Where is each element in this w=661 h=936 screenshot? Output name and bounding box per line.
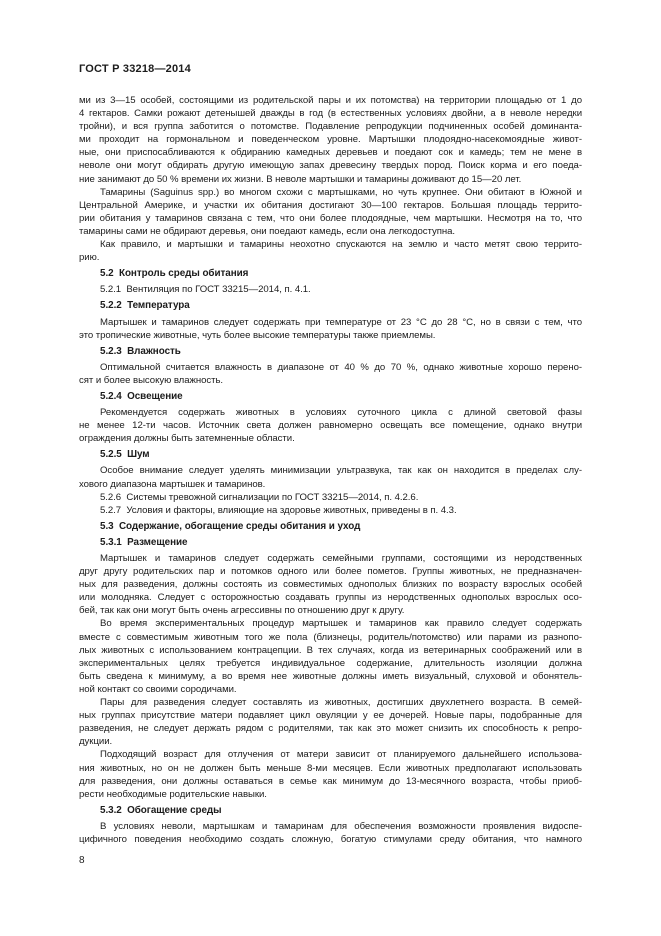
text-line: экспериментальных целях требуется индивидуальное содержание, длительность изоляции должна xyxy=(79,657,582,669)
text-line: Подходящий возраст для отлучения от матери зависит от планируемого дальнейшего использова- xyxy=(100,749,582,761)
text-line: Во время экспериментальных процедур мартышек и тамаринов как правило следует содержать xyxy=(100,618,582,630)
paragraph xyxy=(79,820,582,846)
section-heading: 5.2.4 Освещение xyxy=(100,390,183,402)
paragraph xyxy=(79,316,582,342)
text-line: тройни), и вся группа заботится о потомстве. Подавление репродукции подчиненных особей доминанта- xyxy=(79,121,582,133)
text-line: Пары для разведения следует составлять из животных, достигших двухлетнего возраста. В семей- xyxy=(100,697,582,709)
text-line: друг другу родительских пар и потомков одного или более пометов. Группы животных, не предназначен- xyxy=(79,566,582,578)
paragraph xyxy=(79,617,582,696)
text-line: ных для разведения, должны состоять из совместимых однополых близких по возрасту взрослых особей xyxy=(79,579,582,591)
text-line: хового диапазона мартышек и тамаринов. xyxy=(79,478,266,490)
text-line: Оптимальной считается влажность в диапазоне от 40 % до 70 %, однако животные хорошо перено- xyxy=(100,361,582,373)
text-line: неволе они могут обдирать другую имеющую запах древесину твердых пород. Поиск корма и его поеда- xyxy=(79,160,582,172)
text-line: рию. xyxy=(79,252,100,264)
text-line: ограждения должны быть затемненные области. xyxy=(79,433,295,445)
text-line: для разведения, они должны оставаться в семье как минимум до 13-месячного возраста, чтобы приоб- xyxy=(79,775,582,787)
paragraph xyxy=(79,238,582,264)
document-body xyxy=(79,94,582,846)
text-line: 4 гектаров. Самки рожают детенышей дважды в год (в естественных условиях двойни, а в неволе нередки xyxy=(79,108,582,120)
text-line: цифичного поведения необходимо создать сложную, богатую стимулами среду обитания, что намного xyxy=(79,833,582,845)
text-line: ной контакт со своими сородичами. xyxy=(79,683,237,695)
text-line: ные, они приспосабливаются к обдиранию камедных деревьев и поедают сок и камедь; тем не мене в xyxy=(79,147,582,159)
paragraph xyxy=(79,464,582,490)
text-line: Мартышек и тамаринов следует содержать при температуре от 23 °С до 28 °С, но в связи с тем, что xyxy=(100,316,582,328)
text-line: рести необходимые родительские навыки. xyxy=(79,788,267,800)
section-heading: 5.2.3 Влажность xyxy=(100,345,181,357)
page-content xyxy=(79,63,582,866)
text-line: ния животных, но он не должен быть меньше 8-ми месяцев. Если животных предполагают использовать xyxy=(79,762,582,774)
section-heading: 5.3.2 Обогащение среды xyxy=(100,804,222,816)
text-line: разведения, не следует держать рядом с родителями, так как это может снизить их способность к репро- xyxy=(79,723,582,735)
text-line: это тропические животные, чуть более высокие температуры также приемлемы. xyxy=(79,329,436,341)
text-line: ми из 3—15 особей, состоящими из родительской пары и их потомства) на территории площадью от 1 до xyxy=(79,95,582,106)
paragraph xyxy=(79,186,582,238)
text-line: быть сведена к минимуму, а во время нее животные должны иметь визуальный, слуховой и обонятель- xyxy=(79,670,582,682)
text-line: Рекомендуется содержать животных в условиях суточного цикла с длиной световой фазы xyxy=(100,407,582,419)
text-line: Центральной Америке, и участки их обитания достигают 30—100 гектаров. Большая площадь террито- xyxy=(79,199,582,211)
paragraph xyxy=(79,361,582,387)
text-line: В условиях неволи, мартышкам и тамаринам для обеспечения возможности проявления видоспе- xyxy=(100,820,582,832)
text-line: бей, так как они могут быть очень агрессивны по отношению друг к другу. xyxy=(79,605,405,617)
numbered-item: 5.2.7 Условия и факторы, влияющие на здоровье животных, приведены в п. 4.3. xyxy=(100,504,457,516)
text-line: ние занимают до 50 % времени их жизни. В неволе мартышки и тамарины доживают до 15—20 лет. xyxy=(79,173,522,185)
paragraph xyxy=(79,552,582,617)
text-line: рии обитания у тамаринов связана с тем, что они более плодоядные, чем мартышки. Несмотря на то, что xyxy=(79,212,582,224)
paragraph xyxy=(79,696,582,748)
text-line: вместе с совместимым животным того же пола (близнецы, родитель/потомство) или парами из разнопо- xyxy=(79,631,582,643)
section-heading: 5.2.5 Шум xyxy=(100,449,150,461)
page-number: 8 xyxy=(79,855,85,867)
paragraph xyxy=(79,748,582,800)
numbered-item: 5.2.1 Вентиляция по ГОСТ 33215—2014, п. 4.1. xyxy=(100,284,311,296)
text-line: тамарины сами не обдирают деревья, они поедают камедь, если она легкодоступна. xyxy=(79,225,456,237)
section-heading: 5.3.1 Размещение xyxy=(100,536,188,548)
section-heading: 5.2 Контроль среды обитания xyxy=(100,268,249,280)
text-line: лых животных с использованием контрацепции. В тех случаях, когда из ветеринарных соображений или в xyxy=(79,644,582,656)
numbered-item: 5.2.6 Системы тревожной сигнализации по ГОСТ 33215—2014, п. 4.2.6. xyxy=(100,491,419,503)
text-line: сят и более высокую влажность. xyxy=(79,374,224,386)
text-line: или молодняка. Следует с осторожностью создавать группы из неродственных однополых взрослых осо- xyxy=(79,592,582,604)
text-line: Как правило, и мартышки и тамарины неохотно спускаются на землю и часто метят свою террито- xyxy=(100,239,582,251)
text-line: Мартышек и тамаринов следует содержать семейными группами, состоящими из неродственных xyxy=(100,553,582,564)
text-line: ми проходит на гормональном и поведенческом уровне. Мартышки плодоядно-насекомоядные живот- xyxy=(79,134,582,146)
section-heading: 5.2.2 Температура xyxy=(100,300,190,312)
text-line: Особое внимание следует уделять минимизации ультразвука, так как он находится в пределах слу- xyxy=(100,465,582,477)
text-line: Тамарины (Saguinus spp.) во многом схожи с мартышками, но чуть крупнее. Они обитают в Южной и xyxy=(100,186,582,198)
running-header: ГОСТ Р 33218—2014 xyxy=(79,63,191,75)
text-line: дукции. xyxy=(79,736,113,748)
section-heading: 5.3 Содержание, обогащение среды обитания и уход xyxy=(100,520,361,532)
paragraph xyxy=(79,94,582,186)
text-line: не менее 12-ти часов. Источник света должен равномерно освещать все помещение, однако внутри xyxy=(79,420,582,432)
paragraph xyxy=(79,406,582,445)
text-line: ных группах присутствие матери подавляет цикл овуляции у ее дочерей. Новые пары, подобранные для xyxy=(79,710,582,722)
